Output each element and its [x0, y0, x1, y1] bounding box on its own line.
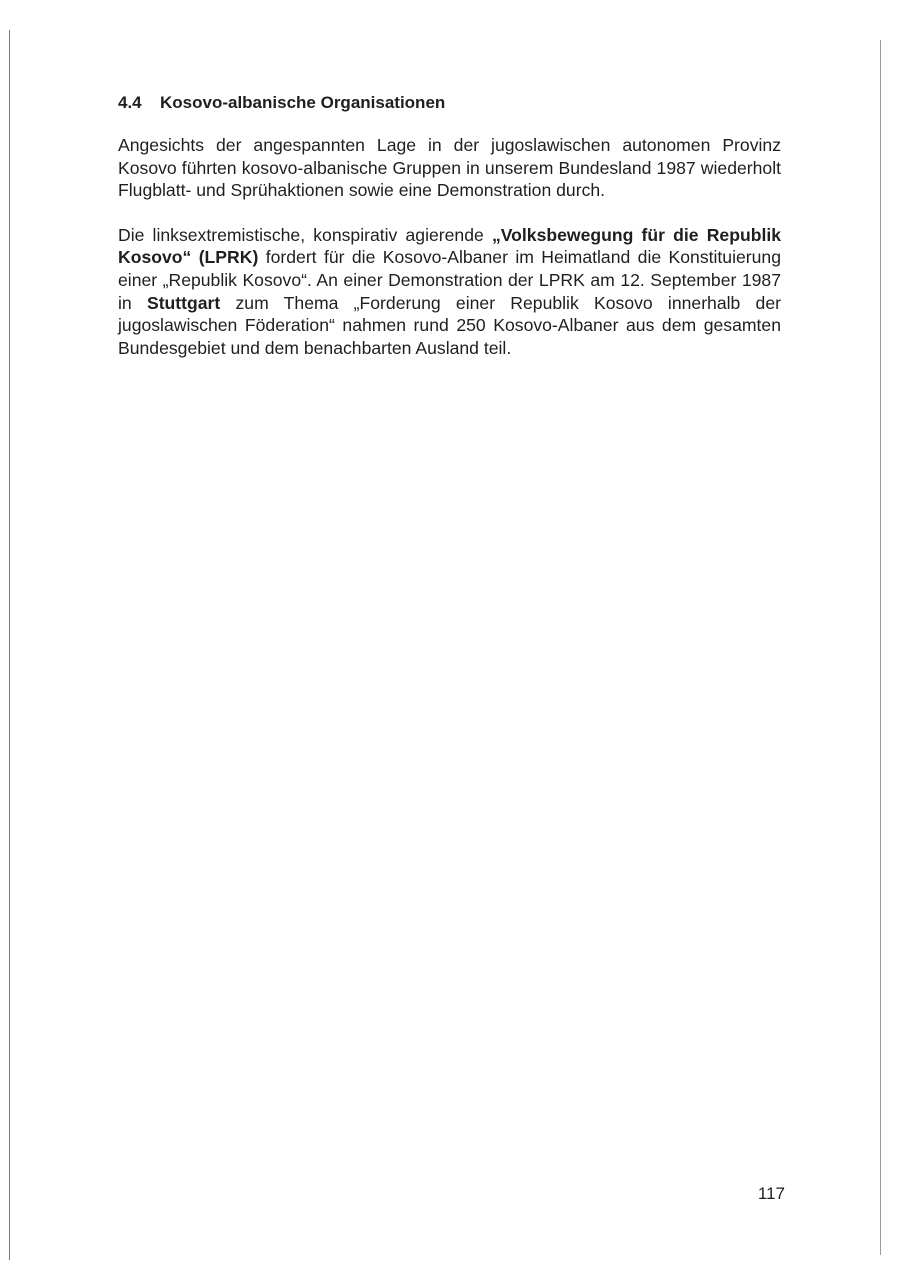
page-content: [118, 92, 781, 381]
paragraph-2-text-c: zum Thema „Forderung einer Republik Kosovo innerhalb der jugoslawischen Föderation“ nahmen rund 250 Kosovo-Albaner aus dem gesamten Bundesgebiet und dem benachbarten Ausland teil.: [118, 292, 781, 358]
paragraph-2: [118, 224, 781, 360]
paragraph-1: Angesichts der angespannten Lage in der jugoslawischen autonomen Provinz Kosovo führten kosovo-albanische Gruppen in unserem Bundesland 1987 wiederholt Flugblatt- und Sprühaktionen sowie eine Demonstration durch.: [118, 135, 781, 201]
paragraph-2-text-a: Die linksextremistische, konspirativ agierende: [118, 224, 492, 245]
city-name: Stuttgart: [146, 292, 221, 313]
section-number: 4.4: [118, 93, 142, 112]
page-edge-right: [880, 40, 881, 1255]
paragraph-2-text-b: fordert für die Kosovo-Albaner im Heimatland die Konstituierung einer „Republik Kosovo“. An einer Demonstration der LPRK am 12. September 1987 in: [118, 247, 782, 313]
organization-name: „Volksbewegung für die Republik Kosovo“ (LPRK): [118, 224, 782, 268]
page-number: 117: [757, 1184, 785, 1203]
section-title: Kosovo-albanische Organisationen: [160, 93, 446, 112]
page-edge-left: [9, 30, 10, 1260]
section-heading: [118, 92, 781, 114]
